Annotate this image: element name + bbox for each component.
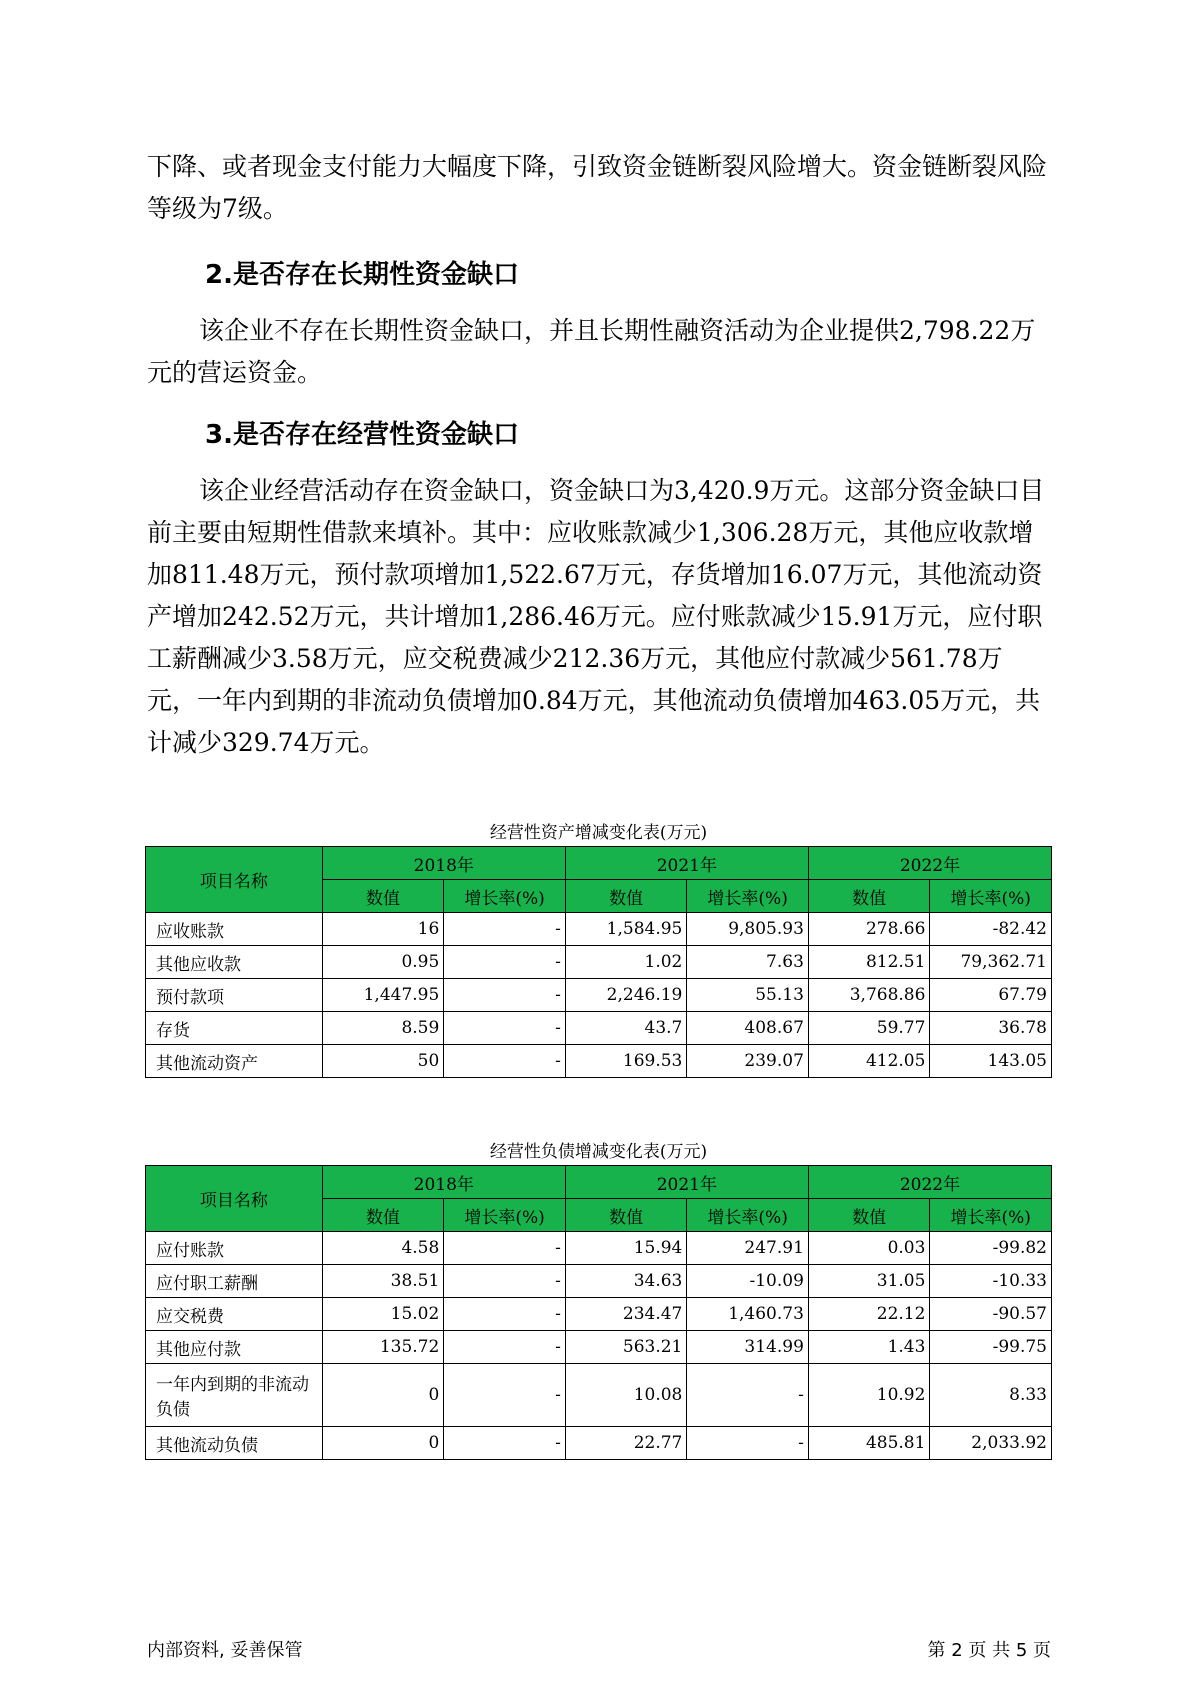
growth-rate-cell: 79,362.71 xyxy=(930,946,1052,979)
row-item-name: 应收账款 xyxy=(146,913,323,946)
year-header: 2018年 xyxy=(322,847,565,880)
value-cell: 31.05 xyxy=(808,1265,930,1298)
value-header: 数值 xyxy=(322,1199,444,1232)
growth-rate-cell: -99.75 xyxy=(930,1331,1052,1364)
growth-rate-cell: 67.79 xyxy=(930,979,1052,1012)
growth-rate-cell: 314.99 xyxy=(687,1331,809,1364)
value-header: 数值 xyxy=(808,1199,930,1232)
value-cell: 38.51 xyxy=(322,1265,444,1298)
growth-rate-cell: -10.33 xyxy=(930,1265,1052,1298)
row-item-name: 其他流动资产 xyxy=(146,1045,323,1078)
growth-rate-cell: - xyxy=(444,979,566,1012)
footer-page-number: 第 2 页 共 5 页 xyxy=(927,1640,1051,1661)
value-cell: 1.02 xyxy=(565,946,687,979)
growth-rate-cell: 7.63 xyxy=(687,946,809,979)
growth-rate-cell: 36.78 xyxy=(930,1012,1052,1045)
row-item-name: 应付账款 xyxy=(146,1232,323,1265)
year-header: 2021年 xyxy=(565,1166,808,1199)
item-name-header: 项目名称 xyxy=(146,847,323,913)
table-row xyxy=(146,1045,1052,1078)
value-cell: 3,768.86 xyxy=(808,979,930,1012)
value-cell: 1,447.95 xyxy=(322,979,444,1012)
year-header: 2018年 xyxy=(322,1166,565,1199)
table-row xyxy=(146,1232,1052,1265)
growth-rate-cell: - xyxy=(687,1364,809,1427)
table-row xyxy=(146,979,1052,1012)
value-cell: 16 xyxy=(322,913,444,946)
asset-table-caption: 经营性资产增减变化表(万元) xyxy=(489,823,708,843)
growth-rate-cell: -82.42 xyxy=(930,913,1052,946)
value-cell: 412.05 xyxy=(808,1045,930,1078)
liability-table-caption: 经营性负债增减变化表(万元) xyxy=(489,1142,708,1162)
asset-table-body xyxy=(146,913,1052,1078)
value-cell: 59.77 xyxy=(808,1012,930,1045)
table-row xyxy=(146,913,1052,946)
growth-header: 增长率(%) xyxy=(687,880,809,913)
value-cell: 0.03 xyxy=(808,1232,930,1265)
growth-rate-cell: 143.05 xyxy=(930,1045,1052,1078)
growth-rate-cell: 408.67 xyxy=(687,1012,809,1045)
value-cell: 10.08 xyxy=(565,1364,687,1427)
value-cell: 10.92 xyxy=(808,1364,930,1427)
row-item-name: 应付职工薪酬 xyxy=(146,1265,323,1298)
value-cell: 812.51 xyxy=(808,946,930,979)
growth-rate-cell: 247.91 xyxy=(687,1232,809,1265)
year-header: 2022年 xyxy=(808,847,1051,880)
growth-rate-cell: - xyxy=(444,1364,566,1427)
item-name-header: 项目名称 xyxy=(146,1166,323,1232)
value-header: 数值 xyxy=(322,880,444,913)
growth-rate-cell: - xyxy=(687,1427,809,1460)
value-cell: 169.53 xyxy=(565,1045,687,1078)
value-cell: 1,584.95 xyxy=(565,913,687,946)
growth-rate-cell: 55.13 xyxy=(687,979,809,1012)
table-row xyxy=(146,1427,1052,1460)
value-cell: 0.95 xyxy=(322,946,444,979)
growth-rate-cell: - xyxy=(444,946,566,979)
table-row xyxy=(146,1331,1052,1364)
asset-change-table xyxy=(145,846,1052,1078)
growth-rate-cell: -99.82 xyxy=(930,1232,1052,1265)
row-item-name: 预付款项 xyxy=(146,979,323,1012)
liability-table-body xyxy=(146,1232,1052,1460)
row-item-name: 其他流动负债 xyxy=(146,1427,323,1460)
value-cell: 43.7 xyxy=(565,1012,687,1045)
growth-rate-cell: - xyxy=(444,913,566,946)
value-cell: 22.77 xyxy=(565,1427,687,1460)
value-cell: 563.21 xyxy=(565,1331,687,1364)
row-item-name: 其他应付款 xyxy=(146,1331,323,1364)
value-cell: 15.02 xyxy=(322,1298,444,1331)
year-header: 2022年 xyxy=(808,1166,1051,1199)
section-2-paragraph: 该企业不存在长期性资金缺口，并且长期性融资活动为企业提供2,798.22万元的营运资金。 xyxy=(147,316,1036,387)
value-cell: 0 xyxy=(322,1427,444,1460)
row-item-name: 应交税费 xyxy=(146,1298,323,1331)
growth-rate-cell: - xyxy=(444,1427,566,1460)
year-header: 2021年 xyxy=(565,847,808,880)
growth-rate-cell: - xyxy=(444,1298,566,1331)
value-cell: 34.63 xyxy=(565,1265,687,1298)
value-header: 数值 xyxy=(808,880,930,913)
table-row xyxy=(146,946,1052,979)
row-item-name: 一年内到期的非流动负债 xyxy=(146,1364,323,1427)
growth-rate-cell: 239.07 xyxy=(687,1045,809,1078)
growth-rate-cell: -90.57 xyxy=(930,1298,1052,1331)
liability-change-table xyxy=(145,1165,1052,1460)
growth-rate-cell: 1,460.73 xyxy=(687,1298,809,1331)
row-item-name: 其他应收款 xyxy=(146,946,323,979)
growth-rate-cell: - xyxy=(444,1232,566,1265)
growth-header: 增长率(%) xyxy=(444,880,566,913)
value-cell: 4.58 xyxy=(322,1232,444,1265)
section-3-heading: 3.是否存在经营性资金缺口 xyxy=(205,420,519,450)
value-cell: 1.43 xyxy=(808,1331,930,1364)
growth-header: 增长率(%) xyxy=(930,880,1052,913)
value-cell: 2,246.19 xyxy=(565,979,687,1012)
value-cell: 8.59 xyxy=(322,1012,444,1045)
value-cell: 234.47 xyxy=(565,1298,687,1331)
table-row xyxy=(146,1012,1052,1045)
value-cell: 278.66 xyxy=(808,913,930,946)
section-3-paragraph: 该企业经营活动存在资金缺口，资金缺口为3,420.9万元。这部分资金缺口目前主要由短期性借款来填补。其中：应收账款减少1,306.28万元，其他应收款增加811.48万元，预付款项增加1,522.67万元，存货增加16.07万元，其他流动资产增加242.52万元，共计增加1,286.46万元。应付账款减少15.91万元，应付职工薪酬减少3.58万元，应交税费减少212.36万元，其他应付款减少561.78万元，一年内到期的非流动负债增加0.84万元，其他流动负债增加463.05万元，共计减少329.74万元。 xyxy=(147,476,1045,757)
growth-rate-cell: - xyxy=(444,1265,566,1298)
value-cell: 135.72 xyxy=(322,1331,444,1364)
growth-rate-cell: 2,033.92 xyxy=(930,1427,1052,1460)
value-cell: 485.81 xyxy=(808,1427,930,1460)
growth-rate-cell: - xyxy=(444,1012,566,1045)
value-cell: 50 xyxy=(322,1045,444,1078)
value-cell: 0 xyxy=(322,1364,444,1427)
growth-rate-cell: - xyxy=(444,1331,566,1364)
growth-rate-cell: 8.33 xyxy=(930,1364,1052,1427)
growth-header: 增长率(%) xyxy=(930,1199,1052,1232)
value-header: 数值 xyxy=(565,880,687,913)
growth-rate-cell: -10.09 xyxy=(687,1265,809,1298)
section-2-heading: 2.是否存在长期性资金缺口 xyxy=(205,260,519,290)
value-cell: 22.12 xyxy=(808,1298,930,1331)
growth-header: 增长率(%) xyxy=(444,1199,566,1232)
footer-confidential-note: 内部资料, 妥善保管 xyxy=(147,1640,303,1661)
value-header: 数值 xyxy=(565,1199,687,1232)
table-row xyxy=(146,1298,1052,1331)
table-row xyxy=(146,1265,1052,1298)
table-row xyxy=(146,1364,1052,1427)
growth-rate-cell: 9,805.93 xyxy=(687,913,809,946)
intro-paragraph: 下降、或者现金支付能力大幅度下降，引致资金链断裂风险增大。资金链断裂风险等级为7级。 xyxy=(147,152,1048,223)
value-cell: 15.94 xyxy=(565,1232,687,1265)
row-item-name: 存货 xyxy=(146,1012,323,1045)
growth-rate-cell: - xyxy=(444,1045,566,1078)
growth-header: 增长率(%) xyxy=(687,1199,809,1232)
